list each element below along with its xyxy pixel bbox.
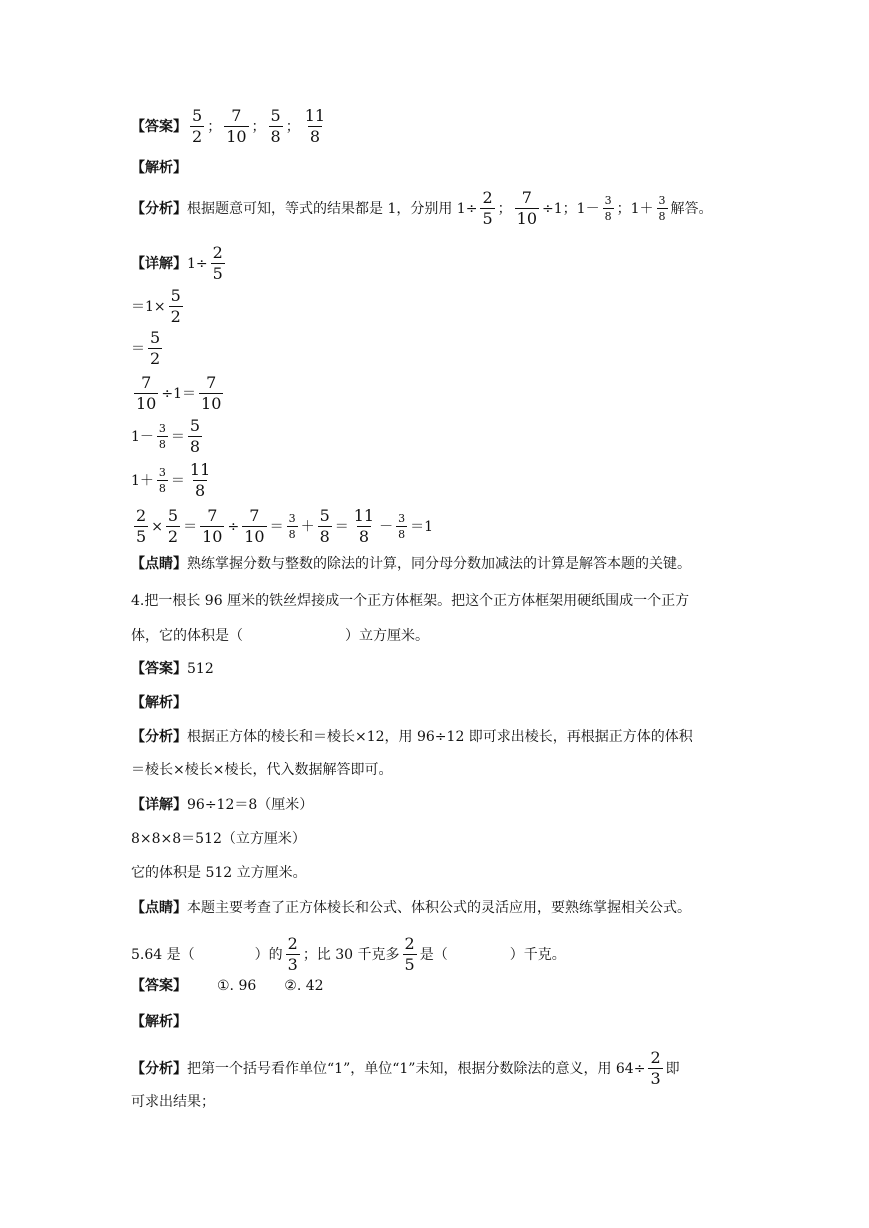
fraction: $\frac{7}{10}$ (244, 506, 265, 546)
q3-detail-line-4: $\frac{7}{10}$ ÷ 1 ＝ 7 10 (136, 373, 222, 413)
fraction: 3 8 (158, 466, 166, 495)
q4-comment-line: 【点睛】 本题主要考查了正方体棱长和公式、体积公式的灵活应用，要熟练掌握相关公式。 (131, 900, 691, 916)
q3-detail-line-1: 【详解】 1 ÷ $\frac{2}{5}$ (131, 243, 223, 283)
fraction: $\frac{2}{5}$ (136, 506, 147, 546)
fraction: 3 8 (288, 512, 296, 541)
q4-answer-line: 【答案】 512 (131, 661, 214, 677)
q3-detail-line-5: 1 － 3 8 ＝ 5 8 (131, 416, 201, 456)
q3-detail-line-3: ＝ 5 2 (131, 328, 161, 368)
analysis-header: 【解析】 (131, 160, 187, 176)
fraction: 11 8 (189, 460, 211, 500)
q5-question-line: 5.64 是（ ）的 2 3 ；比 30 千克多 2 5 是（ ）千克。 (131, 934, 566, 974)
q3-comment-line: 【点睛】 熟练掌握分数与整数的除法的计算，同分母分数加减法的计算是解答本题的关键。 (131, 556, 691, 572)
q3-answer-line: 【答案】 5 2 ； 7 10 ； 5 8 ； 11 8 (131, 106, 326, 146)
fraction: 7 10 (201, 373, 222, 413)
q3-detail-line-6: 1 ＋ 3 8 ＝ 11 8 (131, 460, 211, 500)
fraction: 7 10 (226, 106, 247, 146)
fraction: 5 8 (270, 106, 281, 146)
fraction: 5 2 (192, 106, 203, 146)
q5-answer-line: 【答案】 ①. 96 ②. 42 (131, 978, 324, 994)
q4-analysis-line-1: 【分析】 根据正方体的棱长和＝棱长×12，用 96÷12 即可求出棱长，再根据正方体的体积 (131, 729, 693, 745)
q4-detail-line-1: 【详解】 96÷12＝8（厘米） (131, 797, 314, 813)
fraction: 2 3 (287, 934, 298, 974)
q4-detail-line-2: 8×8×8＝512（立方厘米） (131, 831, 306, 847)
fraction: $\frac{7}{10}$ (202, 506, 223, 546)
fraction: 2 5 (404, 934, 415, 974)
answer-tag: 【答案】 (131, 118, 187, 135)
fraction: $\frac{2}{5}$ (212, 243, 223, 283)
q4-detail-line-3: 它的体积是 512 立方厘米。 (131, 865, 307, 881)
analysis-header: 【解析】 (131, 1014, 187, 1030)
fraction: 5 2 (150, 328, 161, 368)
q4-question-line-1: 4.把一根长 96 厘米的铁丝焊接成一个正方体框架。把这个正方体框架用硬纸围成一个正方 (131, 593, 690, 609)
q5-analysis-line-2: 可求出结果； (131, 1094, 215, 1110)
fraction: $\frac{7}{10}$ (516, 188, 537, 228)
q4-question-line-2: 体，它的体积是（ ）立方厘米。 (131, 628, 429, 644)
fraction: 5 8 (189, 416, 201, 456)
fraction: $\frac{2}{5}$ (482, 188, 493, 228)
fraction: 3 8 (658, 194, 666, 223)
fraction: 3 8 (158, 422, 166, 451)
fraction: 3 8 (604, 194, 612, 223)
fraction: 5 8 (319, 506, 330, 546)
fraction: 3 8 (398, 512, 406, 541)
fraction: $\frac{7}{10}$ (136, 373, 157, 413)
fraction: 11 8 (353, 506, 375, 546)
fraction: $\frac{5}{2}$ (170, 286, 181, 326)
q3-analysis-line: 【分析】 根据题意可知，等式的结果都是 1，分别用 1÷ $\frac{2}{5}$ ； $\frac{7}{10}$ ÷ 1 ； 1 － 3 8 ； 1 ＋ 3 8 解答。 (131, 188, 713, 228)
q4-analysis-line-2: ＝棱长×棱长×棱长，代入数据解答即可。 (131, 762, 393, 778)
q3-detail-line-2: ＝ 1 × $\frac{5}{2}$ (131, 286, 181, 326)
fraction: $\frac{2}{3}$ (650, 1048, 661, 1088)
analysis-header: 【解析】 (131, 695, 187, 711)
fraction: $\frac{5}{2}$ (167, 506, 179, 546)
q3-detail-line-7: $\frac{2}{5}$ × $\frac{5}{2}$ ＝ $\frac{7}{10}$ ÷ $\frac{7}{10}$ ＝ 3 8 ＋ 5 8 ＝ 11 8 － 3 8 ＝ 1 (136, 506, 434, 546)
q5-analysis-line-1: 【分析】 把第一个括号看作单位“1”，单位“1”未知，根据分数除法的意义，用 64÷ $\frac{2}{3}$ 即 (131, 1048, 680, 1088)
fraction: 11 8 (304, 106, 326, 146)
